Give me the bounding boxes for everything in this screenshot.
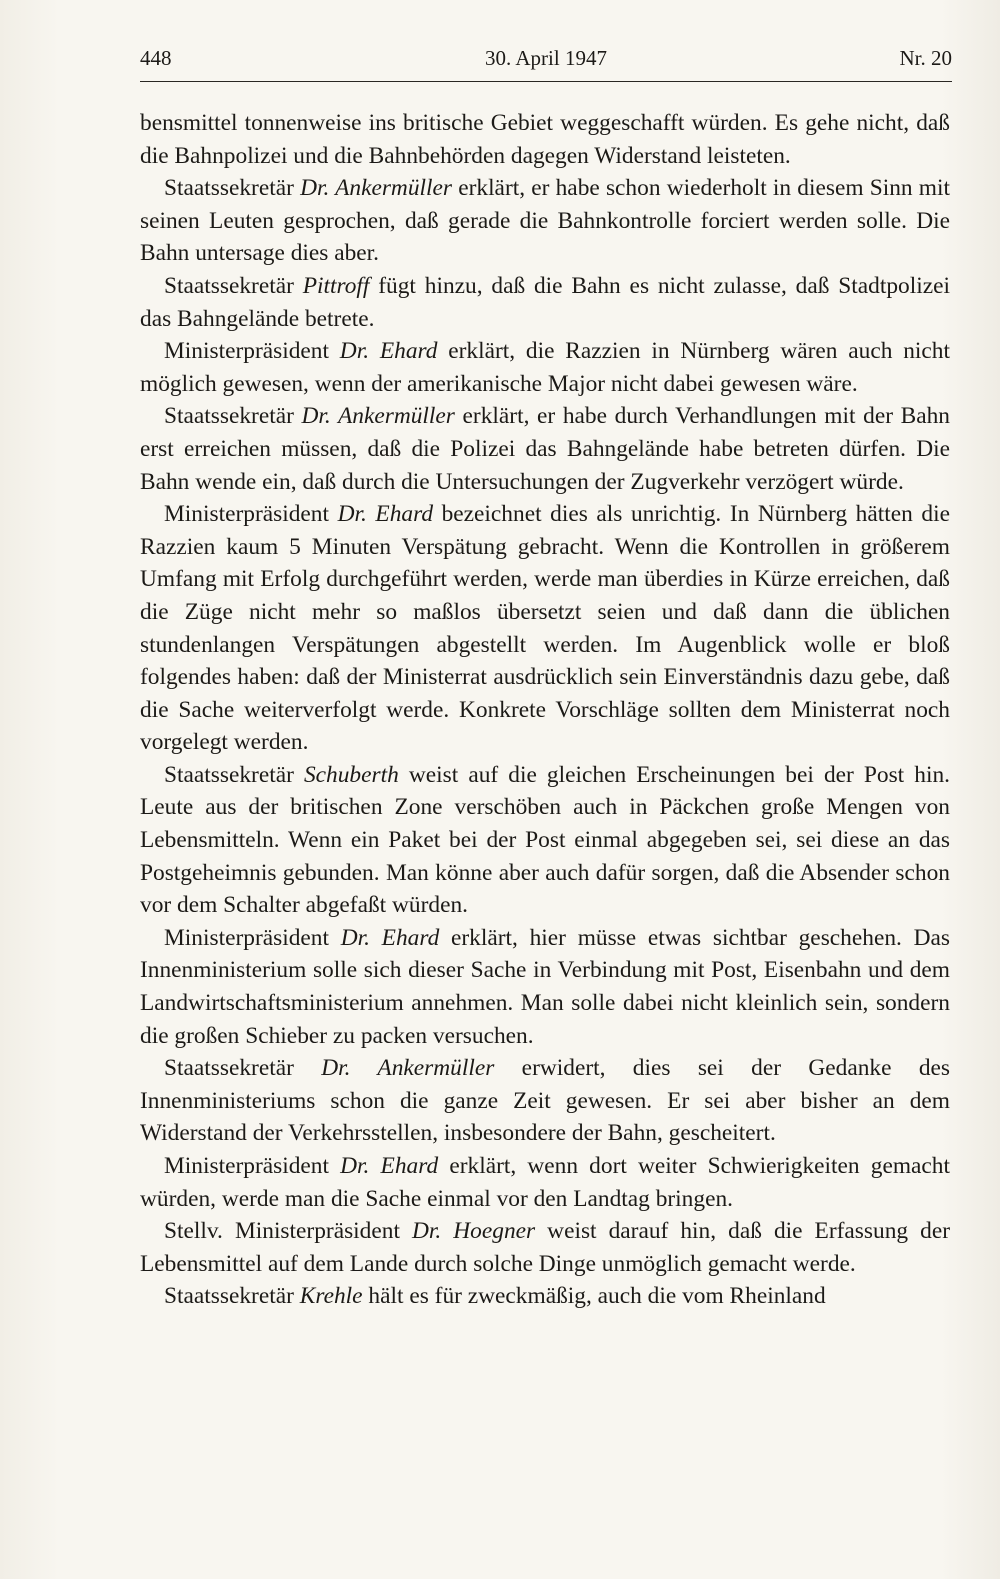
speaker-name: Pittroff [302,272,370,299]
paragraph [140,270,950,335]
paragraph-text: Ministerpräsident [164,338,340,365]
paragraph-text: Stellv. Ministerpräsident [164,1218,412,1245]
paragraph-text: weist auf die gleichen Erscheinungen bei der Post hin. Leute aus der britischen Zone verschöben auch in Päckchen große Mengen von Lebensmitteln. Wenn ein Paket bei der Post einmal abgegeben sei, sei diese an das Postgeheimnis gebunden. Man könne aber auch dafür sorgen, daß die Absender schon vor dem Schalter abgefaßt würden. [140,761,950,919]
paragraph-text: Staatssekretär [164,403,302,430]
paragraph-text: Ministerpräsident [164,1153,341,1179]
header-date: 30. April 1947 [485,46,607,70]
paragraph-text: erklärt, hier müsse etwas sichtbar geschehen. Das Innenministerium solle sich dieser Sache in Verbindung mit Post, Eisenbahn und dem Landwirtschaftsministerium annehmen. Man solle dabei nicht kleinlich sein, sondern die großen Schieber zu packen versuchen. [140,924,950,1049]
running-head [140,46,952,78]
body-text [140,107,950,1313]
page-number: 448 [140,46,172,70]
paragraph-text: bensmittel tonnenweise ins britische Gebiet weggeschafft würden. Es gehe nicht, daß die Bahnpolizei und die Bahnbehörden dagegen Widerstand leisteten. [140,110,950,169]
speaker-name: Krehle [299,1283,363,1310]
paragraph [140,107,950,172]
speaker-name: Dr. Ehard [339,338,438,365]
paragraph-text: weist darauf hin, daß die Erfassung der Lebensmittel auf dem Lande durch solche Dinge unmöglich gemacht werde. [140,1218,950,1277]
paragraph [140,498,950,759]
paragraph-text: bezeichnet dies als unrichtig. In Nürnberg hätten die Razzien kaum 5 Minuten Verspätung gebracht. Wenn die Kontrollen in größerem Umfang mit Erfolg durchgeführt werden, werde man überdies in Kürze erreichen, daß die Züge nicht mehr so maßlos übersetzt seien und daß dann die üblichen stundenlangen Verspätungen abgestellt werden. Im Augenblick wolle er bloß folgendes haben: daß der Ministerrat ausdrücklich sein Einverständnis dazu gebe, daß die Sache weiterverfolgt werde. Konkrete Vorschläge sollten dem Ministerrat noch vorgelegt werden. [140,501,950,756]
paragraph-text: Staatssekretär [164,761,304,788]
paragraph-text: erklärt, er habe schon wiederholt in diesem Sinn mit seinen Leuten gesprochen, daß gerade die Bahnkontrolle forciert werden solle. Die Bahn untersage dies aber. [140,175,950,267]
speaker-name: Dr. Ehard [337,501,434,528]
document-number: Nr. 20 [899,46,952,70]
paragraph-text: erwidert, dies sei der Gedanke des Innenministeriums schon die ganze Zeit gewesen. Er sei aber bisher an dem Widerstand der Verkehrsstellen, insbesondere der Bahn, gescheitert. [140,1055,951,1147]
paragraph-text: erklärt, wenn dort weiter Schwierigkeiten gemacht würden, werde man die Sache einmal vor den Landtag bringen. [140,1153,950,1212]
header-rule [140,81,952,82]
paragraph-text: Ministerpräsident [164,501,338,528]
paragraph-text: Staatssekretär [164,272,303,299]
paragraph [140,1150,950,1215]
paragraph [140,172,950,270]
speaker-name: Dr. Ankermüller [301,403,455,430]
paragraph-text: hält es für zweckmäßig, auch die vom Rheinland [362,1283,826,1310]
paragraph-text: erklärt, er habe durch Verhandlungen mit der Bahn erst erreichen müssen, daß die Polizei das Bahngelände habe betreten dürfen. Die Bahn wende ein, daß durch die Untersuchungen der Zugverkehr verzögert würde. [140,403,950,495]
paragraph [140,335,950,400]
paragraph [140,922,950,1052]
speaker-name: Dr. Ehard [340,1153,439,1179]
paragraph-text: fügt hinzu, daß die Bahn es nicht zulasse, daß Stadtpolizei das Bahngelände betrete. [140,272,950,332]
speaker-name: Schuberth [303,761,399,788]
paragraph [140,400,950,498]
paragraph-text: Staatssekretär [164,175,301,202]
paragraph-text: Staatssekretär [164,1055,322,1082]
paragraph [140,1215,950,1280]
paragraph-text: erklärt, die Razzien in Nürnberg wären auch nicht möglich gewesen, wenn der amerikanische Major nicht dabei gewesen wäre. [140,338,950,397]
paragraph [140,1280,950,1313]
speaker-name: Dr. Hoegner [412,1218,536,1245]
speaker-name: Dr. Ankermüller [321,1055,495,1082]
paragraph [140,759,950,922]
speaker-name: Dr. Ehard [340,924,440,951]
speaker-name: Dr. Ankermüller [300,175,453,202]
paragraph-text: Staatssekretär [164,1283,300,1310]
paragraph [140,1052,950,1150]
paragraph-text: Ministerpräsident [164,924,341,951]
